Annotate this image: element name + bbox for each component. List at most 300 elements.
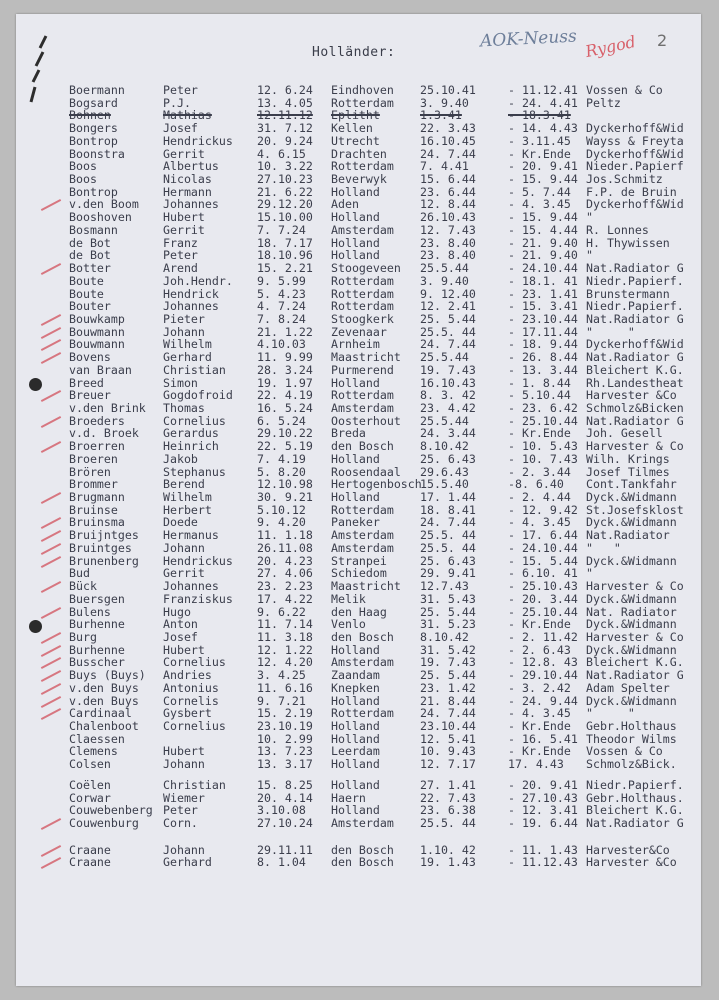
birth-date: 18. 7.17 [257, 235, 313, 250]
date-to: 17. 4.43 [508, 757, 564, 772]
employer: Niedr.Papierf. [586, 273, 684, 288]
date-to: - 18.3.41 [508, 108, 571, 123]
date-from: 25. 5.44 [420, 604, 476, 619]
birth-date: 5. 8.20 [257, 464, 306, 479]
surname: Burhenne [69, 642, 125, 657]
employer: Harvester&Co [586, 842, 670, 857]
surname: v.den Boom [69, 197, 139, 212]
birth-place: Eplitht [331, 108, 380, 123]
date-to: - 14. 4.43 [508, 121, 578, 136]
first-name: Johann [163, 757, 205, 772]
date-from: 27. 1.41 [420, 777, 476, 792]
date-to: - 5. 7.44 [508, 184, 571, 199]
birth-place: Holland [331, 757, 380, 772]
date-from: 12. 5.41 [420, 731, 476, 746]
surname: Bouwkamp [69, 311, 125, 326]
birth-date: 30. 9.21 [257, 490, 313, 505]
first-name: Thomas [163, 401, 205, 415]
date-from: 23. 6.38 [420, 803, 476, 818]
birth-date: 7. 7.24 [257, 222, 306, 237]
employer: Nat.Radiator G [586, 311, 684, 326]
surname: Bouwmann [69, 324, 125, 339]
birth-place: Holland [331, 451, 380, 466]
first-name: Hubert [163, 744, 205, 759]
first-name: Jakob [163, 451, 198, 466]
employer: Dyck.&Widmann [586, 515, 677, 530]
date-from: 10. 9.43 [420, 744, 476, 759]
date-to: - 23. 6.42 [508, 401, 578, 415]
birth-place: Leerdam [331, 744, 380, 759]
surname: Bruinse [69, 502, 118, 517]
first-name: Franz [163, 235, 198, 250]
surname: Corwar [69, 790, 111, 805]
surname: Buersgen [69, 591, 125, 606]
first-name: Corn. [163, 816, 198, 831]
first-name: Herbert [163, 502, 212, 517]
date-to: - 10. 5.43 [508, 439, 578, 454]
surname: Brören [69, 464, 111, 479]
first-name: Hugo [163, 604, 191, 619]
birth-place: Rotterdam [331, 388, 394, 403]
date-to: - 4. 3.45 [508, 706, 571, 721]
birth-place: Kellen [331, 121, 373, 136]
birth-date: 11. 1.18 [257, 528, 313, 543]
date-from: 21. 8.44 [420, 693, 476, 708]
surname: Bogsard [69, 95, 118, 110]
birth-place: Paneker [331, 515, 380, 530]
first-name: Hubert [163, 210, 205, 225]
date-from: 23. 1.42 [420, 680, 476, 695]
date-from: 8. 3. 42 [420, 388, 476, 403]
date-from: 25.5. 44 [420, 528, 476, 543]
date-to: -8. 6.40 [508, 477, 564, 492]
birth-place: Holland [331, 693, 380, 708]
birth-date: 23.10.19 [257, 719, 313, 733]
birth-date: 9. 4.20 [257, 515, 306, 530]
birth-place: Amsterdam [331, 540, 394, 555]
birth-place: den Bosch [331, 842, 394, 857]
birth-place: Rotterdam [331, 273, 394, 288]
employer: Dyckerhoff&Wid [586, 146, 684, 161]
date-from: 22. 7.43 [420, 790, 476, 805]
birth-date: 6. 5.24 [257, 413, 306, 428]
employer: Harvester & Co [586, 579, 684, 594]
birth-place: Schiedom [331, 566, 387, 581]
first-name: Hermanus [163, 528, 219, 543]
birth-place: Rotterdam [331, 502, 394, 517]
date-to: - 11. 1.43 [508, 842, 578, 857]
birth-date: 3. 4.25 [257, 668, 306, 683]
table-row [0, 855, 719, 869]
date-to: - 21. 9.40 [508, 248, 578, 263]
employer: Nat.Radiator G [586, 413, 684, 428]
surname: Burhenne [69, 617, 125, 632]
surname: Boute [69, 286, 104, 301]
birth-date: 12. 1.22 [257, 642, 313, 657]
first-name: Josef [163, 629, 198, 644]
surname: Booshoven [69, 210, 132, 225]
birth-place: Maastricht [331, 350, 401, 365]
surname: Bongers [69, 121, 118, 136]
birth-date: 7. 8.24 [257, 311, 306, 326]
birth-place: Melik [331, 591, 366, 606]
date-to: - 5.10.44 [508, 388, 571, 403]
surname: Boos [69, 172, 97, 187]
birth-place: Holland [331, 803, 380, 818]
employer: St.Josefsklost [586, 502, 684, 517]
employer: Gebr.Holthaus [586, 719, 677, 733]
date-from: 12. 8.44 [420, 197, 476, 212]
date-to: - 12. 9.42 [508, 502, 578, 517]
first-name: Stephanus [163, 464, 226, 479]
first-name: Nicolas [163, 172, 212, 187]
date-from: 23.10.44 [420, 719, 476, 733]
first-name: Pieter [163, 311, 205, 326]
birth-date: 15. 2.19 [257, 706, 313, 721]
date-to: - 11.12.41 [508, 83, 578, 97]
employer: Dyckerhoff&Wid [586, 197, 684, 212]
date-to: - 20. 9.41 [508, 159, 578, 174]
birth-date: 16. 5.24 [257, 401, 313, 415]
employer: Rh.Landestheat [586, 375, 684, 390]
birth-date: 22. 5.19 [257, 439, 313, 454]
date-to: - 21. 9.40 [508, 235, 578, 250]
first-name: Gerrit [163, 566, 205, 581]
surname: Bosmann [69, 222, 118, 237]
birth-place: Venlo [331, 617, 366, 632]
birth-date: 27. 4.06 [257, 566, 313, 581]
birth-place: Holland [331, 490, 380, 505]
date-to: - 25.10.44 [508, 604, 578, 619]
date-from: 29. 9.41 [420, 566, 476, 581]
first-name: Arend [163, 261, 198, 276]
date-to: - 19. 6.44 [508, 816, 578, 831]
date-to: - 20. 9.41 [508, 777, 578, 792]
surname: v.den Buys [69, 680, 139, 695]
birth-date: 7. 4.19 [257, 451, 306, 466]
first-name: Joh.Hendr. [163, 273, 233, 288]
handwritten-note-red: Rygod [583, 31, 638, 62]
first-name: Berend [163, 477, 205, 492]
birth-place: Rotterdam [331, 706, 394, 721]
first-name: Hendrickus [163, 553, 233, 568]
first-name: Franziskus [163, 591, 233, 606]
birth-date: 15.10.00 [257, 210, 313, 225]
surname: Couwenburg [69, 816, 139, 831]
first-name: Peter [163, 803, 198, 818]
table-row [0, 757, 719, 771]
birth-place: Purmerend [331, 362, 394, 377]
birth-date: 11. 3.18 [257, 629, 313, 644]
date-from: 16.10.43 [420, 375, 476, 390]
employer: Josef Tilmes [586, 464, 670, 479]
surname: Brunenberg [69, 553, 139, 568]
employer: Dyckerhoff&Wid [586, 121, 684, 136]
employer: Nat.Radiator G [586, 350, 684, 365]
date-from: 24. 7.44 [420, 515, 476, 530]
surname: Broeren [69, 451, 118, 466]
first-name: Hendrick [163, 286, 219, 301]
employer: Wilh. Krings [586, 451, 670, 466]
birth-date: 29.11.11 [257, 842, 313, 857]
birth-place: Rotterdam [331, 95, 394, 110]
employer: Nat.Radiator G [586, 816, 684, 831]
birth-date: 4. 7.24 [257, 299, 306, 314]
date-from: 24. 3.44 [420, 426, 476, 441]
surname: Brugmann [69, 490, 125, 505]
first-name: Josef [163, 121, 198, 136]
handwritten-note-blue: AOK-Neuss [479, 26, 578, 52]
date-to: - 15. 4.44 [508, 222, 578, 237]
first-name: Wilhelm [163, 337, 212, 352]
first-name: Gerrit [163, 146, 205, 161]
birth-date: 5. 4.23 [257, 286, 306, 301]
employer: " [586, 210, 593, 225]
birth-place: Haern [331, 790, 366, 805]
birth-date: 27.10.24 [257, 816, 313, 831]
surname: Cardinaal [69, 706, 132, 721]
first-name: Gysbert [163, 706, 212, 721]
first-name: Gogdofroid [163, 388, 233, 403]
birth-place: Zevenaar [331, 324, 387, 339]
employer: Niedr.Papierf. [586, 299, 684, 314]
employer: R. Lonnes [586, 222, 649, 237]
birth-date: 21. 6.22 [257, 184, 313, 199]
birth-place: Holland [331, 184, 380, 199]
date-from: 1.10. 42 [420, 842, 476, 857]
surname: Buys (Buys) [69, 668, 146, 683]
birth-date: 9. 5.99 [257, 273, 306, 288]
birth-place: Arnheim [331, 337, 380, 352]
birth-date: 29.12.20 [257, 197, 313, 212]
first-name: Cornelius [163, 413, 226, 428]
employer: Bleichert K.G. [586, 803, 684, 818]
birth-date: 11. 6.16 [257, 680, 313, 695]
birth-place: Holland [331, 248, 380, 263]
employer: Brunstermann [586, 286, 670, 301]
birth-place: Amsterdam [331, 655, 394, 670]
employer: Nat.Radiator G [586, 261, 684, 276]
date-from: 25. 5.44 [420, 668, 476, 683]
date-to: - 11.12.43 [508, 855, 578, 870]
date-from: 23. 8.40 [420, 235, 476, 250]
birth-date: 20. 4.23 [257, 553, 313, 568]
employer: Joh. Gesell [586, 426, 663, 441]
surname: Breed [69, 375, 104, 390]
employer: Dyck.&Widmann [586, 490, 677, 505]
birth-date: 29.10.22 [257, 426, 313, 441]
first-name: Antonius [163, 680, 219, 695]
birth-place: Holland [331, 719, 380, 733]
birth-place: Amsterdam [331, 816, 394, 831]
date-to: - 2. 6.43 [508, 642, 571, 657]
birth-date: 4.10.03 [257, 337, 306, 352]
first-name: Johann [163, 324, 205, 339]
birth-place: Zaandam [331, 668, 380, 683]
date-from: 12.7.43 [420, 579, 469, 594]
birth-place: Rotterdam [331, 286, 394, 301]
date-from: 3. 9.40 [420, 95, 469, 110]
birth-place: Amsterdam [331, 222, 394, 237]
surname: v.den Brink [69, 401, 146, 415]
surname: Bruinsma [69, 515, 125, 530]
employer: Dyck.&Widmann [586, 617, 677, 632]
employer: F.P. de Bruin [586, 184, 677, 199]
birth-date: 10. 2.99 [257, 731, 313, 746]
date-from: 31. 5.23 [420, 617, 476, 632]
date-from: 31. 5.43 [420, 591, 476, 606]
first-name: Christian [163, 777, 226, 792]
date-from: 12. 7.17 [420, 757, 476, 772]
surname: Boos [69, 159, 97, 174]
date-from: 25.5. 44 [420, 540, 476, 555]
date-to: - 13. 3.44 [508, 362, 578, 377]
employer: Gebr.Holthaus. [586, 790, 684, 805]
surname: Broeders [69, 413, 125, 428]
surname: Bud [69, 566, 90, 581]
employer: Vossen & Co [586, 744, 663, 759]
date-from: 24. 7.44 [420, 706, 476, 721]
date-from: 25.5.44 [420, 413, 469, 428]
employer: Harvester &Co [586, 388, 677, 403]
date-from: 31. 5.42 [420, 642, 476, 657]
surname: Craane [69, 842, 111, 857]
surname: Clemens [69, 744, 118, 759]
date-to: - 24.10.44 [508, 261, 578, 276]
first-name: Christian [163, 362, 226, 377]
birth-place: Oosterhout [331, 413, 401, 428]
first-name: Johannes [163, 299, 219, 314]
date-from: 23. 8.40 [420, 248, 476, 263]
surname: Bouter [69, 299, 111, 314]
birth-date: 31. 7.12 [257, 121, 313, 136]
surname: Bulens [69, 604, 111, 619]
birth-place: Roosendaal [331, 464, 401, 479]
date-to: - Kr.Ende [508, 617, 571, 632]
birth-place: Rotterdam [331, 299, 394, 314]
birth-place: Holland [331, 210, 380, 225]
birth-date: 15. 2.21 [257, 261, 313, 276]
first-name: Doede [163, 515, 198, 530]
date-to: - 3. 2.42 [508, 680, 571, 695]
date-to: - 24.10.44 [508, 540, 578, 555]
birth-date: 12.10.98 [257, 477, 313, 492]
birth-date: 12. 4.20 [257, 655, 313, 670]
first-name: Peter [163, 83, 198, 97]
employer: Schmolz&Bick. [586, 757, 677, 772]
birth-place: Holland [331, 777, 380, 792]
employer: " [586, 566, 593, 581]
date-from: 25.5. 44 [420, 324, 476, 339]
date-from: 8.10.42 [420, 629, 469, 644]
date-to: - 3.11.45 [508, 133, 571, 148]
birth-place: Hertogenbosch [331, 477, 422, 492]
birth-date: 4. 6.15 [257, 146, 306, 161]
employer: Dyckerhoff&Wid [586, 337, 684, 352]
birth-date: 27.10.23 [257, 172, 313, 187]
date-from: 1.3.41 [420, 108, 462, 123]
surname: Craane [69, 855, 111, 870]
surname: Bruintges [69, 540, 132, 555]
surname: Burg [69, 629, 97, 644]
employer: Bleichert K.G. [586, 655, 684, 670]
date-to: - 12. 3.41 [508, 803, 578, 818]
date-from: 25. 5.44 [420, 311, 476, 326]
first-name: Cornelius [163, 719, 226, 733]
employer: Wayss & Freyta [586, 133, 684, 148]
date-to: - 2. 11.42 [508, 629, 578, 644]
employer: Bleichert K.G. [586, 362, 684, 377]
first-name: Andries [163, 668, 212, 683]
employer: Jos.Schmitz [586, 172, 663, 187]
first-name: Gerrit [163, 222, 205, 237]
date-to: - 12.8. 43 [508, 655, 578, 670]
first-name: Albertus [163, 159, 219, 174]
surname: Colsen [69, 757, 111, 772]
employer: Schmolz&Bicken [586, 401, 684, 415]
surname: Bruijntges [69, 528, 139, 543]
birth-date: 21. 1.22 [257, 324, 313, 339]
date-from: 12. 2.41 [420, 299, 476, 314]
birth-place: Aden [331, 197, 359, 212]
date-from: 23. 4.42 [420, 401, 476, 415]
date-to: - 18. 9.44 [508, 337, 578, 352]
date-from: 19. 7.43 [420, 655, 476, 670]
employer: Peltz [586, 95, 621, 110]
first-name: Hendrickus [163, 133, 233, 148]
surname: de Bot [69, 248, 111, 263]
date-to: - 10. 7.43 [508, 451, 578, 466]
date-from: 18. 8.41 [420, 502, 476, 517]
surname: Boonstra [69, 146, 125, 161]
birth-date: 11. 7.14 [257, 617, 313, 632]
date-from: 19. 1.43 [420, 855, 476, 870]
employer: Nat.Radiator G [586, 668, 684, 683]
surname: Bontrop [69, 133, 118, 148]
birth-place: den Bosch [331, 439, 394, 454]
date-to: - Kr.Ende [508, 719, 571, 733]
date-to: - 4. 3.45 [508, 197, 571, 212]
birth-place: den Haag [331, 604, 387, 619]
date-from: 24. 7.44 [420, 146, 476, 161]
date-to: - Kr.Ende [508, 146, 571, 161]
date-to: - 15. 5.44 [508, 553, 578, 568]
red-check-mark [41, 818, 61, 830]
birth-place: Holland [331, 642, 380, 657]
first-name: Johann [163, 540, 205, 555]
date-to: - 20. 3.44 [508, 591, 578, 606]
surname: Breuer [69, 388, 111, 403]
date-to: - 18.1. 41 [508, 273, 578, 288]
birth-place: Drachten [331, 146, 387, 161]
first-name: Simon [163, 375, 198, 390]
birth-date: 3.10.08 [257, 803, 306, 818]
surname: Bohnen [69, 108, 111, 123]
date-to: - 15. 9.44 [508, 172, 578, 187]
date-to: - 24. 9.44 [508, 693, 578, 708]
birth-place: Stranpei [331, 553, 387, 568]
date-from: 12. 7.43 [420, 222, 476, 237]
date-to: - 1. 8.44 [508, 375, 571, 390]
employer: Adam Spelter [586, 680, 670, 695]
employer: Harvester & Co [586, 629, 684, 644]
birth-place: Eindhoven [331, 83, 394, 97]
employer: " " [586, 540, 621, 555]
surname: Bontrop [69, 184, 118, 199]
first-name: Anton [163, 617, 198, 632]
birth-date: 19. 1.97 [257, 375, 313, 390]
birth-date: 9. 7.21 [257, 693, 306, 708]
